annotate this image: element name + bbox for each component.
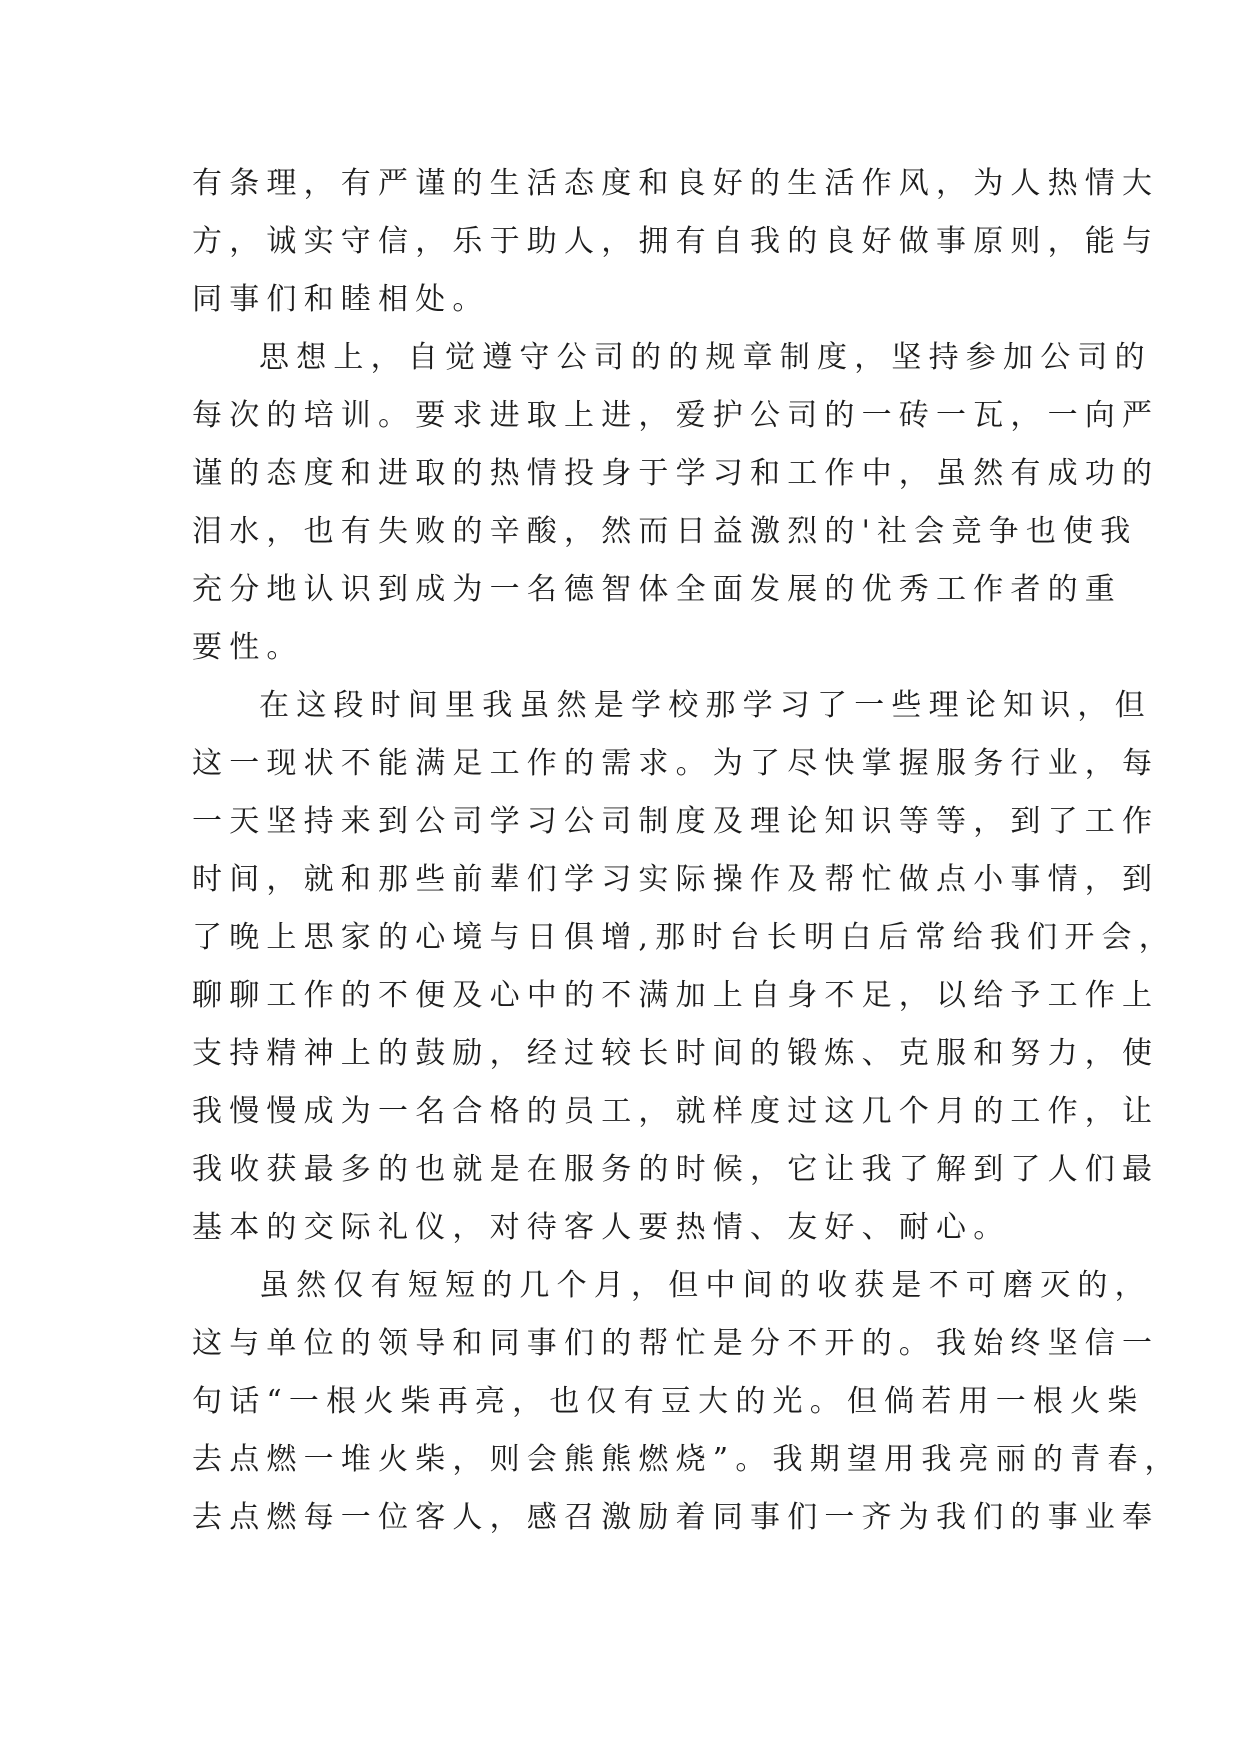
text-line: 方，诚实守信，乐于助人，拥有自我的良好做事原则，能与 xyxy=(192,224,1160,259)
text-line: 一天坚持来到公司学习公司制度及理论知识等等，到了工作 xyxy=(192,804,1160,839)
text-line: 同事们和睦相处。 xyxy=(192,282,490,317)
text-line: 聊聊工作的不便及心中的不满加上自身不足，以给予工作上 xyxy=(192,978,1160,1013)
text-line: 去点燃一堆火柴，则会熊熊燃烧”。我期望用我亮丽的青春， xyxy=(192,1442,1182,1477)
text-line: 泪水，也有失败的辛酸，然而日益激烈的'社会竞争也使我 xyxy=(192,514,1138,549)
text-line: 每次的培训。要求进取上进，爱护公司的一砖一瓦，一向严 xyxy=(192,398,1160,433)
text-line: 充分地认识到成为一名德智体全面发展的优秀工作者的重 xyxy=(192,572,1122,607)
text-line: 谨的态度和进取的热情投身于学习和工作中，虽然有成功的 xyxy=(192,456,1160,491)
text-line: 时间，就和那些前辈们学习实际操作及帮忙做点小事情，到 xyxy=(192,862,1160,897)
text-line: 思想上，自觉遵守公司的的规章制度，坚持参加公司的 xyxy=(259,340,1152,375)
text-line: 在这段时间里我虽然是学校那学习了一些理论知识，但 xyxy=(259,688,1152,723)
text-line: 句话“一根火柴再亮，也仅有豆大的光。但倘若用一根火柴 xyxy=(192,1384,1145,1419)
text-line: 去点燃每一位客人，感召激励着同事们一齐为我们的事业奉 xyxy=(192,1500,1160,1535)
text-line: 了晚上思家的心境与日俱增,那时台长明白后常给我们开会， xyxy=(192,920,1176,955)
text-line: 虽然仅有短短的几个月，但中间的收获是不可磨灭的， xyxy=(259,1268,1152,1303)
text-line: 要性。 xyxy=(192,630,304,665)
text-line: 这一现状不能满足工作的需求。为了尽快掌握服务行业，每 xyxy=(192,746,1160,781)
text-line: 支持精神上的鼓励，经过较长时间的锻炼、克服和努力，使 xyxy=(192,1036,1160,1071)
body-text xyxy=(192,155,1182,1547)
text-line: 我慢慢成为一名合格的员工，就样度过这几个月的工作，让 xyxy=(192,1094,1160,1129)
text-line: 这与单位的领导和同事们的帮忙是分不开的。我始终坚信一 xyxy=(192,1326,1160,1361)
text-line: 我收获最多的也就是在服务的时候，它让我了解到了人们最 xyxy=(192,1152,1160,1187)
text-line: 基本的交际礼仪，对待客人要热情、友好、耐心。 xyxy=(192,1210,1011,1245)
text-line: 有条理，有严谨的生活态度和良好的生活作风，为人热情大 xyxy=(192,166,1160,201)
